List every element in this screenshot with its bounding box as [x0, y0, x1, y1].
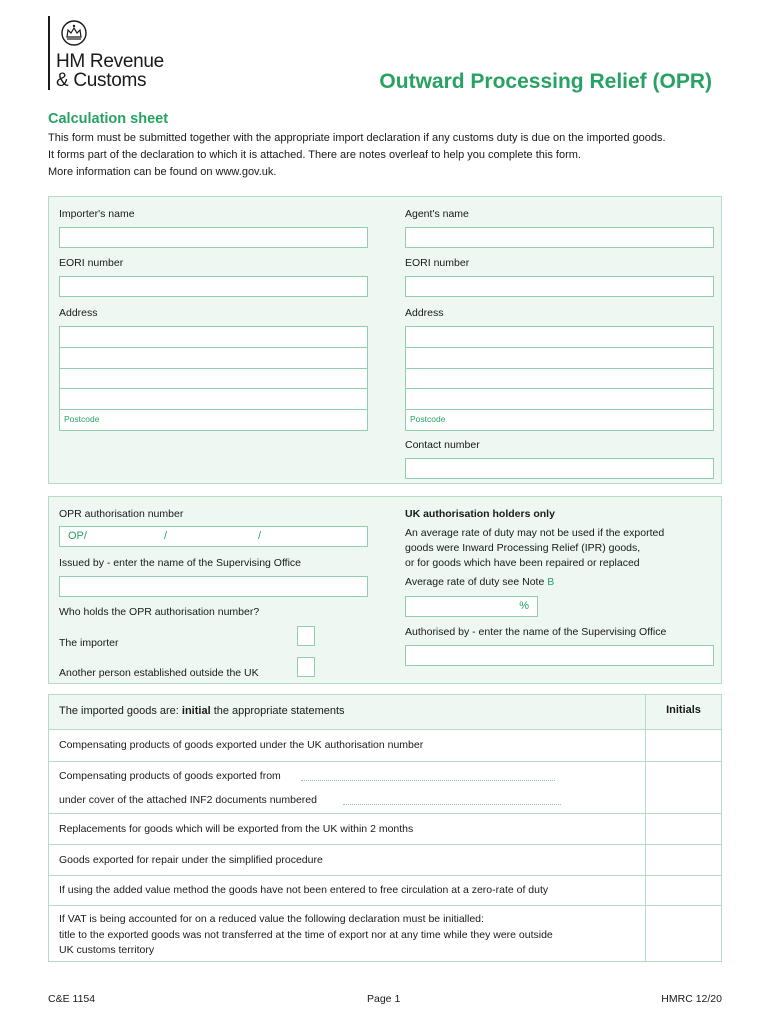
initials-header-cell — [645, 695, 721, 729]
initials-cell[interactable] — [645, 762, 721, 813]
table-header-text — [59, 704, 345, 720]
form-subtitle: Calculation sheet — [48, 111, 169, 127]
table-row — [49, 845, 721, 876]
importer-postcode-field[interactable] — [60, 410, 367, 431]
agent-address-field[interactable] — [405, 326, 714, 431]
address-line[interactable] — [60, 348, 367, 369]
statement-text: under cover of the attached INF2 documents numbered — [59, 794, 317, 806]
importer-name-field[interactable] — [59, 227, 368, 248]
address-line[interactable] — [406, 369, 713, 390]
logo-bar — [48, 16, 50, 90]
contact-number-field[interactable] — [405, 458, 714, 479]
statement-line: If VAT is being accounted for on a reduced value the following declaration must be initialled: — [59, 913, 484, 925]
issued-by-label: Issued by - enter the name of the Supervising Office — [59, 557, 302, 569]
footer-page-number: Page 1 — [367, 993, 401, 1005]
importer-option-label: The importer — [59, 637, 119, 649]
intro-line-2: It forms part of the declaration to which it is attached. There are notes overleaf to help you complete this form. — [48, 149, 581, 161]
note-b-link[interactable]: B — [547, 576, 555, 588]
opr-prefix: OP/ — [68, 530, 87, 542]
agent-address-label: Address — [405, 307, 444, 319]
initials-cell[interactable] — [645, 730, 721, 761]
header-bold: initial — [181, 705, 211, 717]
statement-text — [59, 912, 553, 959]
agent-postcode-field[interactable] — [406, 410, 713, 431]
another-person-checkbox[interactable] — [297, 657, 315, 677]
address-line[interactable] — [406, 327, 713, 348]
another-person-option-label: Another person established outside the UK — [59, 667, 259, 679]
who-holds-label: Who holds the OPR authorisation number? — [59, 606, 260, 618]
inf2-numbers-line[interactable] — [343, 804, 561, 805]
intro-line-1: This form must be submitted together with the appropriate import declaration if any customs duty is due on the imported goods. — [48, 132, 666, 144]
uk-holders-text-2: goods were Inward Processing Relief (IPR) goods, — [405, 542, 641, 554]
authorisation-panel — [48, 496, 722, 684]
table-row — [49, 876, 721, 906]
contact-details-panel — [48, 196, 722, 484]
avg-rate-label-text: Average rate of duty see Note — [405, 576, 548, 588]
intro-text — [48, 130, 748, 181]
initials-cell[interactable] — [645, 906, 721, 961]
statement-text: Compensating products of goods exported under the UK authorisation number — [59, 739, 424, 751]
percent-sign: % — [519, 600, 529, 612]
postcode-placeholder: Postcode — [64, 414, 100, 425]
statement-text: If using the added value method the goods have not been entered to free circulation at a zero-rate of duty — [59, 884, 549, 896]
importer-checkbox[interactable] — [297, 626, 315, 646]
importer-eori-field[interactable] — [59, 276, 368, 297]
table-row — [49, 762, 721, 814]
statement-text: Compensating products of goods exported from — [59, 770, 281, 782]
authorised-by-field[interactable] — [405, 645, 714, 666]
issued-by-field[interactable] — [59, 576, 368, 597]
footer-version: HMRC 12/20 — [661, 993, 722, 1005]
agent-eori-field[interactable] — [405, 276, 714, 297]
authorised-by-label: Authorised by - enter the name of the Supervising Office — [405, 626, 667, 638]
table-row — [49, 906, 721, 961]
initials-cell[interactable] — [645, 845, 721, 875]
initials-cell[interactable] — [645, 876, 721, 905]
uk-holders-heading — [405, 508, 555, 520]
opr-separator: / — [258, 530, 262, 542]
uk-holders-heading-text: UK authorisation holders only — [405, 508, 555, 520]
statements-table — [48, 694, 722, 962]
table-header-row — [49, 695, 721, 730]
uk-holders-text-1: An average rate of duty may not be used if the exported — [405, 527, 665, 539]
uk-holders-text-3: or for goods which have been repaired or replaced — [405, 557, 640, 569]
opr-separator: / — [164, 530, 168, 542]
logo-wordmark — [56, 52, 164, 90]
intro-line-3: More information can be found on www.gov.uk. — [48, 166, 277, 178]
logo-line-2: & Customs — [56, 70, 147, 91]
address-line[interactable] — [60, 389, 367, 410]
table-row — [49, 730, 721, 762]
avg-rate-field[interactable] — [405, 596, 538, 617]
header-prefix: The imported goods are: — [59, 705, 182, 717]
agent-eori-label: EORI number — [405, 257, 470, 269]
address-line[interactable] — [60, 369, 367, 390]
footer-form-code: C&E 1154 — [48, 993, 96, 1005]
form-title: Outward Processing Relief (OPR) — [379, 70, 712, 93]
importer-name-label: Importer's name — [59, 208, 135, 220]
royal-crown-crest-icon — [60, 20, 88, 46]
importer-eori-label: EORI number — [59, 257, 124, 269]
logo-line-1: HM Revenue — [56, 51, 164, 72]
address-line[interactable] — [60, 327, 367, 348]
initials-header: Initials — [666, 704, 701, 716]
agent-name-label: Agent's name — [405, 208, 469, 220]
statement-line: title to the exported goods was not transferred at the time of export nor at any time while they were outside — [59, 928, 553, 941]
opr-auth-number-field[interactable] — [59, 526, 368, 547]
statement-text: Replacements for goods which will be exported from the UK within 2 months — [59, 823, 414, 835]
importer-address-label: Address — [59, 307, 98, 319]
address-line[interactable] — [406, 348, 713, 369]
header-suffix: the appropriate statements — [210, 705, 345, 717]
statement-line: UK customs territory — [59, 944, 155, 956]
exported-from-line[interactable] — [301, 780, 555, 781]
opr-auth-label: OPR authorisation number — [59, 508, 184, 520]
agent-name-field[interactable] — [405, 227, 714, 248]
contact-number-label: Contact number — [405, 439, 480, 451]
statement-text: Goods exported for repair under the simplified procedure — [59, 854, 323, 866]
initials-cell[interactable] — [645, 814, 721, 844]
address-line[interactable] — [406, 389, 713, 410]
importer-address-field[interactable] — [59, 326, 368, 431]
table-row — [49, 814, 721, 845]
postcode-placeholder: Postcode — [410, 414, 446, 425]
avg-rate-label — [405, 576, 554, 588]
